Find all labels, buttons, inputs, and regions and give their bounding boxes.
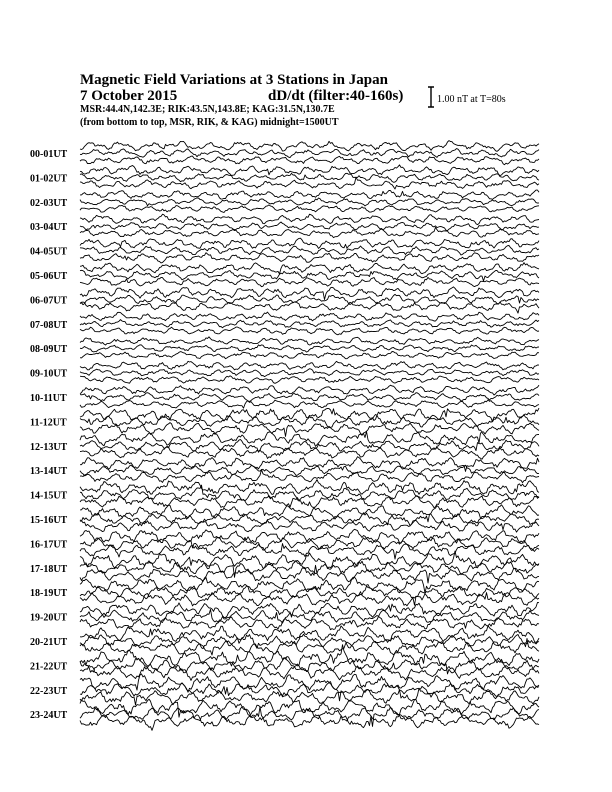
- trace-rik: [80, 369, 539, 377]
- trace-kag: [80, 312, 539, 321]
- hour-row: [30, 287, 539, 313]
- hour-row: [30, 312, 539, 335]
- hour-row: [30, 505, 539, 532]
- hour-row: [30, 602, 539, 629]
- trace-kag: [80, 337, 539, 345]
- row-label: 19-20UT: [30, 612, 68, 624]
- row-label: 14-15UT: [30, 490, 68, 502]
- hour-row: [30, 551, 539, 583]
- row-label: 10-11UT: [30, 393, 67, 404]
- hour-row: [30, 408, 539, 436]
- hour-row: [30, 645, 539, 681]
- trace-kag: [80, 529, 539, 543]
- hour-row: [30, 480, 539, 508]
- trace-rik: [80, 683, 539, 701]
- trace-msr: [80, 617, 539, 630]
- hour-row: [30, 337, 539, 359]
- trace-kag: [80, 408, 539, 422]
- trace-rik: [80, 440, 539, 453]
- chart-date: 7 October 2015: [80, 88, 178, 104]
- row-label: 23-24UT: [30, 710, 68, 722]
- trace-msr: [80, 205, 539, 213]
- row-label: 17-18UT: [30, 563, 68, 575]
- trace-kag: [80, 214, 539, 224]
- trace-kag: [80, 165, 539, 176]
- hour-row: [30, 457, 539, 483]
- trace-rik: [80, 415, 539, 428]
- row-label: 07-08UT: [30, 319, 68, 331]
- trace-rik: [80, 222, 539, 231]
- trace-rik: [80, 320, 539, 328]
- station-order-note: (from bottom to top, MSR, RIK, & KAG) midnight=1500UT: [80, 117, 339, 128]
- station-coordinates: MSR:44.4N,142.3E; RIK:43.5N,143.8E; KAG:31.5N,130.7E: [80, 104, 335, 115]
- row-label: 02-03UT: [30, 197, 68, 209]
- trace-msr: [80, 253, 539, 263]
- trace-rik: [80, 707, 539, 727]
- row-label: 09-10UT: [30, 368, 68, 380]
- hour-row: [30, 577, 539, 606]
- trace-msr: [80, 639, 539, 656]
- row-label: 21-22UT: [30, 661, 68, 673]
- row-label: 04-05UT: [30, 246, 68, 258]
- trace-kag: [80, 190, 539, 199]
- row-label: 01-02UT: [30, 173, 68, 185]
- trace-msr: [80, 327, 539, 335]
- trace-msr: [80, 302, 539, 313]
- trace-msr: [80, 470, 539, 483]
- scale-bar: [428, 87, 434, 107]
- hour-row: [30, 141, 539, 165]
- trace-msr: [80, 352, 539, 359]
- trace-rik: [80, 658, 539, 674]
- row-label: 22-23UT: [30, 685, 68, 697]
- row-label: 13-14UT: [30, 466, 68, 478]
- row-label: 16-17UT: [30, 539, 68, 551]
- chart-title: Magnetic Field Variations at 3 Stations in Japan: [80, 72, 388, 88]
- row-label: 05-06UT: [30, 271, 68, 282]
- row-label: 00-01UT: [30, 149, 68, 160]
- trace-msr: [80, 227, 539, 237]
- row-label: 15-16UT: [30, 515, 68, 526]
- hour-row: [30, 529, 539, 559]
- hour-row: [30, 385, 539, 408]
- trace-msr: [80, 423, 539, 437]
- hour-row: [30, 361, 539, 383]
- row-label: 03-04UT: [30, 222, 68, 234]
- trace-kag: [80, 699, 539, 717]
- scale-bar-label: 1.00 nT at T=80s: [437, 94, 506, 105]
- trace-rik: [80, 270, 539, 281]
- trace-rik: [80, 393, 539, 402]
- trace-kag: [80, 238, 539, 248]
- hour-row: [30, 432, 539, 460]
- row-label: 11-12UT: [30, 417, 67, 429]
- trace-rik: [80, 149, 539, 158]
- hour-row: [30, 699, 539, 730]
- trace-msr: [80, 715, 539, 731]
- row-label: 12-13UT: [30, 441, 68, 453]
- row-label: 20-21UT: [30, 637, 68, 648]
- trace-rik: [80, 561, 539, 578]
- trace-msr: [80, 665, 539, 680]
- trace-kag: [80, 287, 539, 300]
- chart-filter: dD/dt (filter:40-160s): [268, 88, 404, 104]
- trace-kag: [80, 141, 539, 152]
- trace-rik: [80, 198, 539, 206]
- trace-rik: [80, 345, 539, 352]
- trace-msr: [80, 400, 539, 409]
- hour-row: [30, 165, 539, 189]
- trace-kag: [80, 626, 539, 643]
- hour-row: [30, 214, 539, 237]
- trace-msr: [80, 376, 539, 384]
- row-label: 08-09UT: [30, 344, 68, 356]
- hour-row: [30, 238, 539, 263]
- hour-row: [30, 626, 539, 655]
- trace-msr: [80, 156, 539, 165]
- trace-kag: [80, 674, 539, 692]
- hour-row: [30, 190, 539, 212]
- hour-row: [30, 263, 539, 287]
- trace-msr: [80, 544, 539, 559]
- row-label: 06-07UT: [30, 295, 68, 307]
- row-label: 18-19UT: [30, 588, 68, 600]
- trace-msr: [80, 277, 539, 286]
